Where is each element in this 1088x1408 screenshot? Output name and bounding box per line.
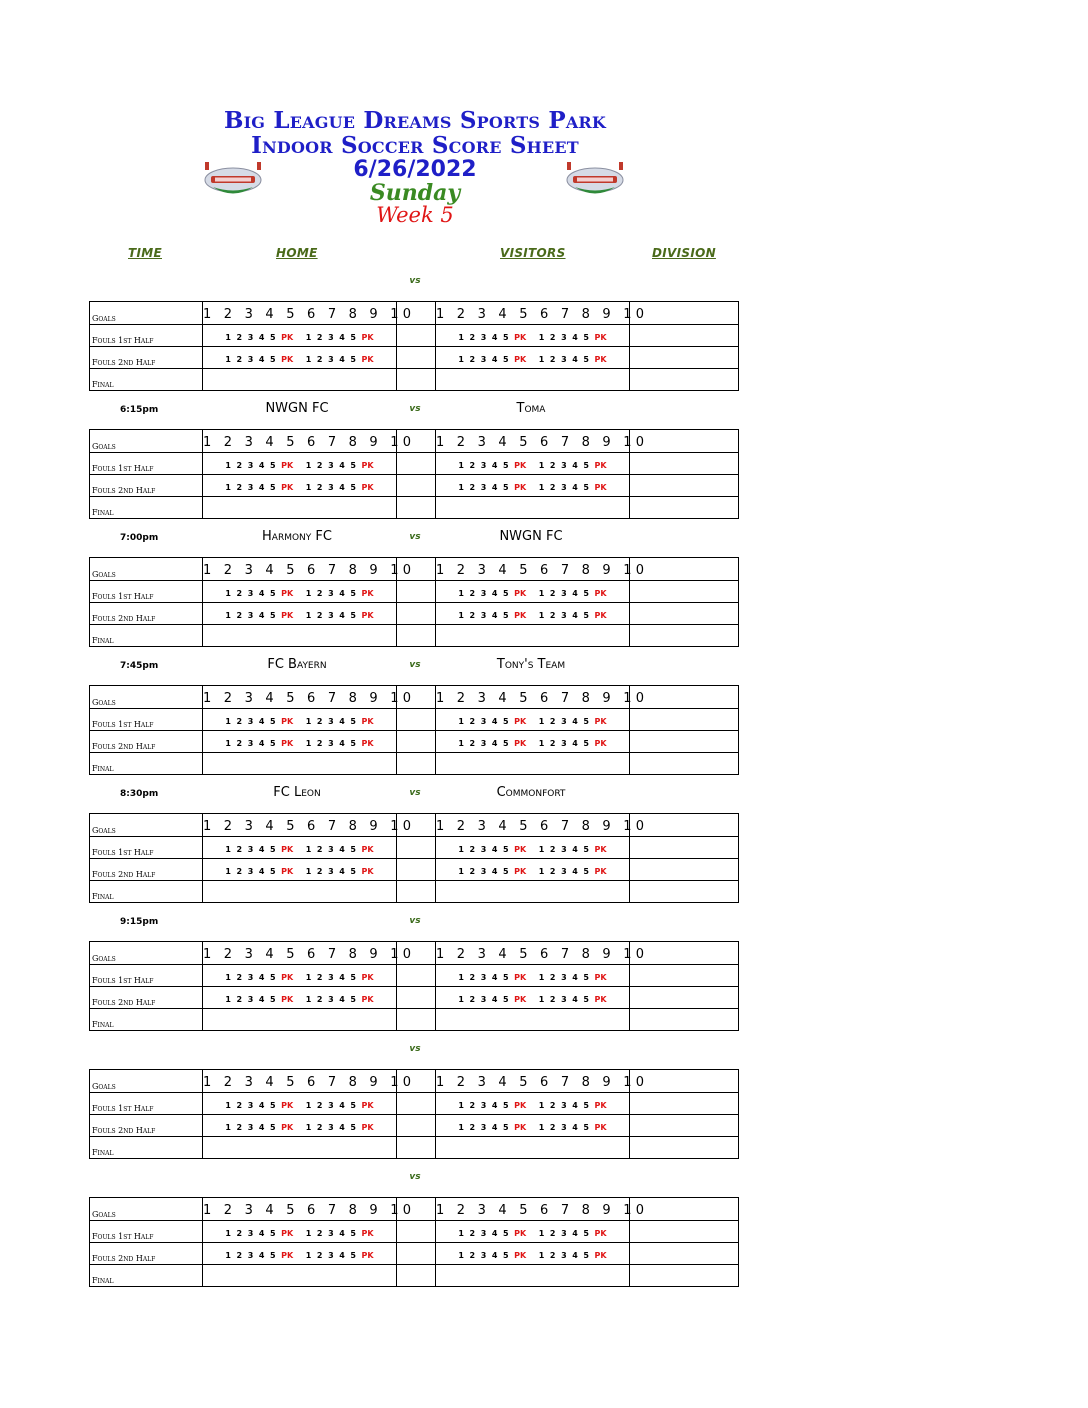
visitor-goals-cell[interactable]: 1 2 3 4 5 6 7 8 9 10	[436, 942, 630, 965]
fouls-second-half-row	[90, 347, 739, 369]
division-cell[interactable]	[630, 603, 739, 625]
fouls-second-half-label: Fouls 2nd Half	[90, 603, 203, 625]
score-table	[89, 685, 739, 775]
final-row	[90, 753, 739, 775]
match-time: 7:45pm	[120, 661, 159, 671]
final-label: Final	[90, 1009, 203, 1031]
fouls-first-half-label: Fouls 1st Half	[90, 325, 203, 347]
home-fouls-first-cell[interactable]	[203, 837, 397, 859]
goals-row	[90, 942, 739, 965]
score-table	[89, 1197, 739, 1287]
foul-tally: 1 2 3 4 5 PK 1 2 3 4 5 PK	[458, 589, 607, 598]
score-table	[89, 557, 739, 647]
home-final-cell[interactable]	[203, 1265, 397, 1287]
division-cell[interactable]	[630, 753, 739, 775]
foul-tally: 1 2 3 4 5 PK 1 2 3 4 5 PK	[225, 333, 374, 342]
foul-tally: 1 2 3 4 5 PK 1 2 3 4 5 PK	[225, 995, 374, 1004]
final-row	[90, 881, 739, 903]
home-fouls-first-total[interactable]	[397, 325, 436, 347]
foul-tally: 1 2 3 4 5 PK 1 2 3 4 5 PK	[458, 995, 607, 1004]
division-cell[interactable]	[630, 1137, 739, 1159]
visitor-goals-cell[interactable]: 1 2 3 4 5 6 7 8 9 10	[436, 558, 630, 581]
visitor-goals-cell[interactable]: 1 2 3 4 5 6 7 8 9 10	[436, 1070, 630, 1093]
foul-tally: 1 2 3 4 5 PK 1 2 3 4 5 PK	[458, 1229, 607, 1238]
visitor-fouls-first-cell[interactable]	[436, 1093, 630, 1115]
fouls-first-half-label: Fouls 1st Half	[90, 837, 203, 859]
vs-label: vs	[409, 276, 421, 286]
final-row	[90, 1009, 739, 1031]
vs-label: vs	[409, 788, 421, 798]
division-cell[interactable]	[630, 965, 739, 987]
home-final-cell[interactable]	[203, 369, 397, 391]
home-fouls-first-cell[interactable]	[203, 325, 397, 347]
visitor-fouls-first-cell[interactable]	[436, 453, 630, 475]
match-time: 6:15pm	[120, 405, 159, 415]
vs-label: vs	[409, 916, 421, 926]
home-goals-cell[interactable]: 1 2 3 4 5 6 7 8 9 10	[203, 302, 397, 325]
home-final-total[interactable]	[397, 497, 436, 519]
division-cell[interactable]	[630, 581, 739, 603]
division-cell[interactable]	[630, 475, 739, 497]
score-table	[89, 813, 739, 903]
home-fouls-second-total[interactable]	[397, 603, 436, 625]
foul-tally: 1 2 3 4 5 PK 1 2 3 4 5 PK	[225, 1101, 374, 1110]
home-final-total[interactable]	[397, 881, 436, 903]
visitor-goals-cell[interactable]: 1 2 3 4 5 6 7 8 9 10	[436, 686, 630, 709]
home-fouls-first-total[interactable]	[397, 1093, 436, 1115]
vs-label: vs	[409, 532, 421, 542]
visitor-fouls-first-cell[interactable]	[436, 709, 630, 731]
division-cell[interactable]	[630, 369, 739, 391]
fouls-second-half-label: Fouls 2nd Half	[90, 731, 203, 753]
column-header-home: HOME	[276, 246, 318, 260]
foul-tally: 1 2 3 4 5 PK 1 2 3 4 5 PK	[458, 355, 607, 364]
division-cell[interactable]	[630, 837, 739, 859]
home-fouls-second-total[interactable]	[397, 347, 436, 369]
fouls-second-half-label: Fouls 2nd Half	[90, 1115, 203, 1137]
final-label: Final	[90, 625, 203, 647]
home-final-cell[interactable]	[203, 881, 397, 903]
sheet-title: Indoor Soccer Score Sheet	[251, 132, 579, 159]
home-final-total[interactable]	[397, 625, 436, 647]
home-fouls-first-total[interactable]	[397, 581, 436, 603]
home-goals-cell[interactable]: 1 2 3 4 5 6 7 8 9 10	[203, 430, 397, 453]
foul-tally: 1 2 3 4 5 PK 1 2 3 4 5 PK	[225, 355, 374, 364]
division-cell[interactable]	[630, 859, 739, 881]
stadium-logo-left-icon	[203, 160, 263, 200]
home-fouls-second-cell[interactable]	[203, 987, 397, 1009]
home-fouls-first-cell[interactable]	[203, 1093, 397, 1115]
final-label: Final	[90, 1137, 203, 1159]
final-label: Final	[90, 497, 203, 519]
visitor-fouls-second-cell[interactable]	[436, 987, 630, 1009]
home-fouls-second-cell[interactable]	[203, 347, 397, 369]
foul-tally: 1 2 3 4 5 PK 1 2 3 4 5 PK	[225, 461, 374, 470]
column-header-division: DIVISION	[652, 246, 716, 260]
park-name: Big League Dreams Sports Park	[223, 107, 607, 134]
division-cell[interactable]	[630, 1243, 739, 1265]
fouls-first-half-row	[90, 1221, 739, 1243]
visitor-team: NWGN FC	[499, 529, 563, 544]
visitor-fouls-second-cell[interactable]	[436, 731, 630, 753]
visitor-goals-cell[interactable]: 1 2 3 4 5 6 7 8 9 10	[436, 1198, 630, 1221]
foul-tally: 1 2 3 4 5 PK 1 2 3 4 5 PK	[225, 1229, 374, 1238]
visitor-final-cell[interactable]	[436, 753, 630, 775]
match-header	[0, 1041, 1088, 1061]
match-time: 7:00pm	[120, 533, 159, 543]
goals-label: Goals	[90, 430, 203, 453]
home-fouls-second-cell[interactable]	[203, 731, 397, 753]
fouls-second-half-label: Fouls 2nd Half	[90, 859, 203, 881]
visitor-goals-cell[interactable]: 1 2 3 4 5 6 7 8 9 10	[436, 302, 630, 325]
column-header-visitors: VISITORS	[500, 246, 566, 260]
fouls-second-half-row	[90, 603, 739, 625]
home-fouls-first-cell[interactable]	[203, 965, 397, 987]
match-header	[0, 785, 1088, 805]
home-team: FC Bayern	[267, 657, 327, 672]
fouls-first-half-label: Fouls 1st Half	[90, 709, 203, 731]
fouls-second-half-row	[90, 731, 739, 753]
goals-label: Goals	[90, 942, 203, 965]
fouls-first-half-label: Fouls 1st Half	[90, 453, 203, 475]
foul-tally: 1 2 3 4 5 PK 1 2 3 4 5 PK	[225, 845, 374, 854]
visitor-team: Tony's Team	[496, 657, 566, 672]
vs-label: vs	[409, 1044, 421, 1054]
vs-label: vs	[409, 404, 421, 414]
home-team: NWGN FC	[265, 401, 329, 416]
visitor-final-cell[interactable]	[436, 1137, 630, 1159]
foul-tally: 1 2 3 4 5 PK 1 2 3 4 5 PK	[458, 333, 607, 342]
visitor-goals-cell[interactable]: 1 2 3 4 5 6 7 8 9 10	[436, 430, 630, 453]
sheet-day: Sunday	[369, 180, 461, 206]
fouls-first-half-row	[90, 1093, 739, 1115]
fouls-first-half-label: Fouls 1st Half	[90, 581, 203, 603]
visitor-goals-cell[interactable]: 1 2 3 4 5 6 7 8 9 10	[436, 814, 630, 837]
foul-tally: 1 2 3 4 5 PK 1 2 3 4 5 PK	[225, 867, 374, 876]
home-goals-cell[interactable]: 1 2 3 4 5 6 7 8 9 10	[203, 686, 397, 709]
sheet-date: 6/26/2022	[353, 157, 477, 182]
goals-row	[90, 558, 739, 581]
final-label: Final	[90, 753, 203, 775]
match-header	[0, 529, 1088, 549]
home-fouls-first-cell[interactable]	[203, 709, 397, 731]
final-row	[90, 1265, 739, 1287]
home-team: FC Leon	[273, 785, 321, 800]
home-fouls-second-total[interactable]	[397, 987, 436, 1009]
fouls-first-half-label: Fouls 1st Half	[90, 1093, 203, 1115]
goals-label: Goals	[90, 814, 203, 837]
foul-tally: 1 2 3 4 5 PK 1 2 3 4 5 PK	[458, 973, 607, 982]
home-final-cell[interactable]	[203, 625, 397, 647]
foul-tally: 1 2 3 4 5 PK 1 2 3 4 5 PK	[458, 867, 607, 876]
fouls-first-half-row	[90, 581, 739, 603]
division-cell[interactable]	[630, 731, 739, 753]
visitor-final-cell[interactable]	[436, 497, 630, 519]
fouls-first-half-label: Fouls 1st Half	[90, 1221, 203, 1243]
visitor-final-cell[interactable]	[436, 881, 630, 903]
goals-label: Goals	[90, 1198, 203, 1221]
division-cell[interactable]	[630, 453, 739, 475]
final-label: Final	[90, 881, 203, 903]
goals-row	[90, 1198, 739, 1221]
final-label: Final	[90, 1265, 203, 1287]
column-header-time: TIME	[128, 246, 162, 260]
division-cell[interactable]	[630, 1115, 739, 1137]
vs-label: vs	[409, 660, 421, 670]
home-fouls-second-total[interactable]	[397, 475, 436, 497]
home-fouls-second-total[interactable]	[397, 1115, 436, 1137]
foul-tally: 1 2 3 4 5 PK 1 2 3 4 5 PK	[458, 1251, 607, 1260]
fouls-second-half-row	[90, 475, 739, 497]
home-fouls-first-cell[interactable]	[203, 1221, 397, 1243]
division-cell[interactable]	[630, 709, 739, 731]
home-fouls-second-cell[interactable]	[203, 859, 397, 881]
division-cell[interactable]	[630, 625, 739, 647]
home-final-cell[interactable]	[203, 753, 397, 775]
visitor-fouls-second-cell[interactable]	[436, 1243, 630, 1265]
foul-tally: 1 2 3 4 5 PK 1 2 3 4 5 PK	[458, 739, 607, 748]
home-goals-cell[interactable]: 1 2 3 4 5 6 7 8 9 10	[203, 814, 397, 837]
visitor-final-cell[interactable]	[436, 625, 630, 647]
match-time: 9:15pm	[120, 917, 159, 927]
final-row	[90, 369, 739, 391]
foul-tally: 1 2 3 4 5 PK 1 2 3 4 5 PK	[458, 845, 607, 854]
match-header	[0, 913, 1088, 933]
visitor-fouls-first-cell[interactable]	[436, 581, 630, 603]
fouls-first-half-row	[90, 965, 739, 987]
score-table	[89, 301, 739, 391]
fouls-second-half-label: Fouls 2nd Half	[90, 1243, 203, 1265]
visitor-fouls-first-cell[interactable]	[436, 1221, 630, 1243]
goals-row	[90, 430, 739, 453]
match-header	[0, 1169, 1088, 1189]
visitor-final-cell[interactable]	[436, 369, 630, 391]
home-team: Harmony FC	[262, 529, 332, 544]
foul-tally: 1 2 3 4 5 PK 1 2 3 4 5 PK	[225, 1251, 374, 1260]
fouls-first-half-label: Fouls 1st Half	[90, 965, 203, 987]
goals-label: Goals	[90, 558, 203, 581]
division-cell[interactable]	[630, 881, 739, 903]
goals-label: Goals	[90, 686, 203, 709]
home-goals-cell[interactable]: 1 2 3 4 5 6 7 8 9 10	[203, 1198, 397, 1221]
home-goals-cell[interactable]: 1 2 3 4 5 6 7 8 9 10	[203, 1070, 397, 1093]
goals-label: Goals	[90, 302, 203, 325]
visitor-team: Commonfort	[496, 785, 566, 800]
division-cell[interactable]	[630, 347, 739, 369]
goals-row	[90, 814, 739, 837]
goals-row	[90, 686, 739, 709]
match-header	[0, 401, 1088, 421]
foul-tally: 1 2 3 4 5 PK 1 2 3 4 5 PK	[225, 483, 374, 492]
fouls-second-half-row	[90, 1115, 739, 1137]
stadium-logo-right-icon	[565, 160, 625, 200]
score-table	[89, 941, 739, 1031]
division-cell[interactable]	[630, 987, 739, 1009]
home-fouls-second-total[interactable]	[397, 859, 436, 881]
fouls-second-half-row	[90, 987, 739, 1009]
visitor-fouls-second-cell[interactable]	[436, 1115, 630, 1137]
home-fouls-first-total[interactable]	[397, 1221, 436, 1243]
division-cell[interactable]	[630, 1265, 739, 1287]
visitor-team: Toma	[516, 401, 546, 416]
foul-tally: 1 2 3 4 5 PK 1 2 3 4 5 PK	[458, 1123, 607, 1132]
foul-tally: 1 2 3 4 5 PK 1 2 3 4 5 PK	[458, 717, 607, 726]
visitor-fouls-second-cell[interactable]	[436, 347, 630, 369]
home-fouls-second-cell[interactable]	[203, 603, 397, 625]
home-fouls-first-total[interactable]	[397, 837, 436, 859]
foul-tally: 1 2 3 4 5 PK 1 2 3 4 5 PK	[225, 973, 374, 982]
foul-tally: 1 2 3 4 5 PK 1 2 3 4 5 PK	[225, 611, 374, 620]
foul-tally: 1 2 3 4 5 PK 1 2 3 4 5 PK	[458, 461, 607, 470]
visitor-fouls-first-cell[interactable]	[436, 965, 630, 987]
foul-tally: 1 2 3 4 5 PK 1 2 3 4 5 PK	[458, 1101, 607, 1110]
match-time: 8:30pm	[120, 789, 159, 799]
division-cell[interactable]	[630, 1093, 739, 1115]
fouls-second-half-label: Fouls 2nd Half	[90, 475, 203, 497]
visitor-final-cell[interactable]	[436, 1009, 630, 1031]
foul-tally: 1 2 3 4 5 PK 1 2 3 4 5 PK	[225, 1123, 374, 1132]
foul-tally: 1 2 3 4 5 PK 1 2 3 4 5 PK	[458, 483, 607, 492]
home-fouls-second-total[interactable]	[397, 1243, 436, 1265]
visitor-fouls-first-cell[interactable]	[436, 837, 630, 859]
sheet-week: Week 5	[376, 203, 454, 227]
home-final-total[interactable]	[397, 369, 436, 391]
visitor-fouls-second-cell[interactable]	[436, 859, 630, 881]
home-fouls-first-cell[interactable]	[203, 581, 397, 603]
home-fouls-second-total[interactable]	[397, 731, 436, 753]
goals-row	[90, 1070, 739, 1093]
score-table	[89, 1069, 739, 1159]
home-final-total[interactable]	[397, 1137, 436, 1159]
foul-tally: 1 2 3 4 5 PK 1 2 3 4 5 PK	[225, 739, 374, 748]
division-cell[interactable]	[630, 1221, 739, 1243]
final-row	[90, 625, 739, 647]
match-header	[0, 657, 1088, 677]
visitor-fouls-second-cell[interactable]	[436, 475, 630, 497]
foul-tally: 1 2 3 4 5 PK 1 2 3 4 5 PK	[458, 611, 607, 620]
final-row	[90, 1137, 739, 1159]
foul-tally: 1 2 3 4 5 PK 1 2 3 4 5 PK	[225, 717, 374, 726]
division-cell[interactable]	[630, 325, 739, 347]
home-final-total[interactable]	[397, 1009, 436, 1031]
home-goals-cell[interactable]: 1 2 3 4 5 6 7 8 9 10	[203, 942, 397, 965]
home-fouls-second-cell[interactable]	[203, 1115, 397, 1137]
fouls-first-half-row	[90, 837, 739, 859]
home-final-cell[interactable]	[203, 1009, 397, 1031]
match-header	[0, 273, 1088, 293]
visitor-fouls-first-cell[interactable]	[436, 325, 630, 347]
score-table	[89, 429, 739, 519]
visitor-final-cell[interactable]	[436, 1265, 630, 1287]
home-final-cell[interactable]	[203, 497, 397, 519]
home-final-total[interactable]	[397, 753, 436, 775]
home-fouls-first-cell[interactable]	[203, 453, 397, 475]
home-final-cell[interactable]	[203, 1137, 397, 1159]
vs-label: vs	[409, 1172, 421, 1182]
fouls-second-half-row	[90, 1243, 739, 1265]
home-final-total[interactable]	[397, 1265, 436, 1287]
goals-row	[90, 302, 739, 325]
fouls-second-half-label: Fouls 2nd Half	[90, 347, 203, 369]
final-label: Final	[90, 369, 203, 391]
home-fouls-second-cell[interactable]	[203, 1243, 397, 1265]
fouls-first-half-row	[90, 325, 739, 347]
goals-label: Goals	[90, 1070, 203, 1093]
division-cell[interactable]	[630, 1009, 739, 1031]
home-fouls-first-total[interactable]	[397, 453, 436, 475]
home-fouls-second-cell[interactable]	[203, 475, 397, 497]
foul-tally: 1 2 3 4 5 PK 1 2 3 4 5 PK	[225, 589, 374, 598]
final-row	[90, 497, 739, 519]
home-goals-cell[interactable]: 1 2 3 4 5 6 7 8 9 10	[203, 558, 397, 581]
fouls-second-half-row	[90, 859, 739, 881]
home-fouls-first-total[interactable]	[397, 709, 436, 731]
division-cell[interactable]	[630, 497, 739, 519]
home-fouls-first-total[interactable]	[397, 965, 436, 987]
fouls-second-half-label: Fouls 2nd Half	[90, 987, 203, 1009]
fouls-first-half-row	[90, 709, 739, 731]
visitor-fouls-second-cell[interactable]	[436, 603, 630, 625]
fouls-first-half-row	[90, 453, 739, 475]
